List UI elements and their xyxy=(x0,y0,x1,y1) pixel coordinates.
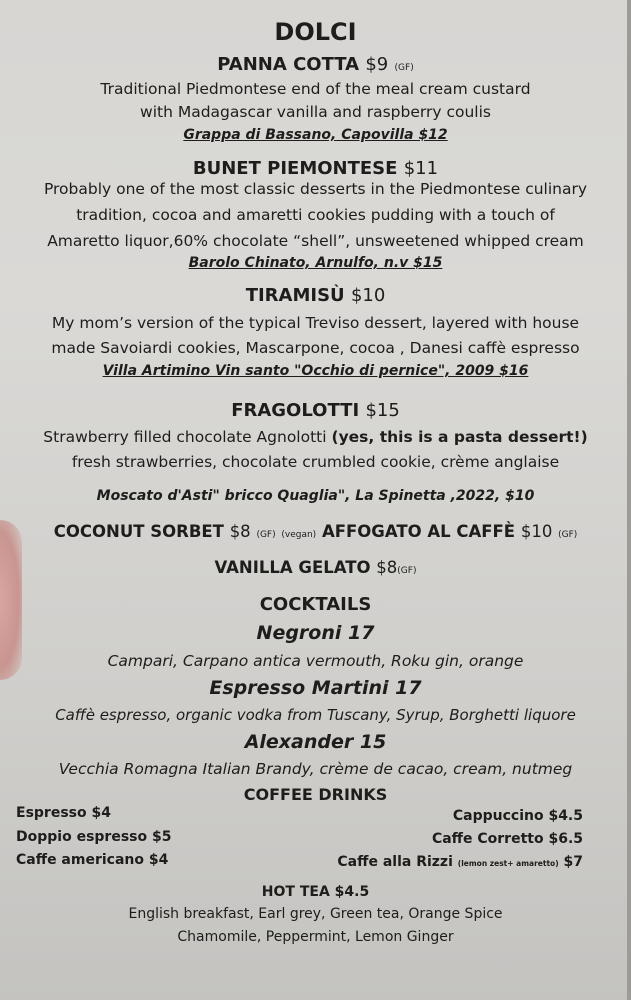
item-price: $11 xyxy=(403,158,439,179)
item-description: My mom’s version of the typical Treviso dessert, layered with house xyxy=(51,314,580,332)
wine-pairing: Moscato d'Asti" bricco Quaglia", La Spinetta ,2022, $10 xyxy=(96,488,535,504)
item-price: $9 xyxy=(365,54,389,75)
item-description: fresh strawberries, chocolate crumbled cookie, crème anglaise xyxy=(71,453,560,471)
vegan-tag: (vegan) xyxy=(281,530,317,540)
pasta-note: (yes, this is a pasta dessert!) xyxy=(331,428,588,446)
cocktail-name: Espresso Martini 17 xyxy=(209,677,422,699)
item-description: with Madagascar vanilla and raspberry coulis xyxy=(140,103,491,121)
coffee-item: Caffe americano $4 xyxy=(16,852,169,868)
item-price: $10 xyxy=(350,285,386,306)
item-description: tradition, cocoa and amaretti cookies pudding with a touch of xyxy=(76,206,555,224)
section-title-dolci: DOLCI xyxy=(274,18,357,46)
section-title-coffee: COFFEE DRINKS xyxy=(243,785,388,804)
gf-tag: (GF) xyxy=(256,530,276,540)
cocktail-name: Negroni 17 xyxy=(256,622,375,644)
item-fragolotti xyxy=(0,400,631,421)
item-price: $15 xyxy=(365,400,400,421)
item-description: Probably one of the most classic desserts in the Piedmontese culinary xyxy=(43,180,588,198)
coffee-rizzi-price: $7 xyxy=(563,854,583,870)
sorbet-price: $8 xyxy=(229,522,251,541)
item-panna-cotta xyxy=(0,54,631,75)
item-description: made Savoiardi cookies, Mascarpone, cocoa , Danesi caffè espresso xyxy=(51,339,580,357)
item-vanilla-gelato xyxy=(0,558,631,577)
affogato-price: $10 xyxy=(520,522,553,541)
gf-tag: (GF) xyxy=(397,566,417,576)
tea-list: Chamomile, Peppermint, Lemon Ginger xyxy=(177,929,454,945)
item-name: TIRAMISÙ xyxy=(245,285,345,306)
coffee-item: Cappuccino $4.5 xyxy=(452,808,583,824)
cocktail-description: Vecchia Romagna Italian Brandy, crème de cacao, cream, nutmeg xyxy=(58,760,573,778)
coffee-item: Caffe Corretto $6.5 xyxy=(431,831,583,847)
coffee-rizzi-note: (lemon zest+ amaretto) xyxy=(457,859,559,868)
sorbet-name: COCONUT SORBET xyxy=(53,522,224,541)
cocktail-description: Campari, Carpano antica vermouth, Roku gin, orange xyxy=(107,652,524,670)
item-name: VANILLA GELATO xyxy=(214,558,371,577)
coffee-rizzi-name: Caffe alla Rizzi xyxy=(337,854,453,870)
section-title-cocktails: COCKTAILS xyxy=(259,594,372,615)
item-description xyxy=(0,428,631,446)
tea-list: English breakfast, Earl grey, Green tea, Orange Spice xyxy=(128,906,503,922)
item-description: Amaretto liquor,60% chocolate “shell”, unsweetened whipped cream xyxy=(47,232,584,250)
sorbet-affogato-row xyxy=(0,522,631,541)
gf-tag: (GF) xyxy=(394,63,414,73)
description-text: Strawberry filled chocolate Agnolotti xyxy=(43,428,332,446)
item-bunet xyxy=(0,158,631,179)
wine-pairing: Grappa di Bassano, Capovilla $12 xyxy=(183,127,448,143)
affogato-name: AFFOGATO AL CAFFÈ xyxy=(321,522,516,541)
cocktail-name: Alexander 15 xyxy=(244,731,387,753)
coffee-item: Espresso $4 xyxy=(16,805,111,821)
item-name: PANNA COTTA xyxy=(217,54,360,75)
coffee-item: Doppio espresso $5 xyxy=(16,829,172,845)
gf-tag: (GF) xyxy=(558,530,578,540)
item-tiramisu xyxy=(0,285,631,306)
cocktail-description: Caffè espresso, organic vodka from Tuscany, Syrup, Borghetti liquore xyxy=(55,706,576,724)
item-price: $8 xyxy=(376,558,398,577)
wine-pairing: Barolo Chinato, Arnulfo, n.v $15 xyxy=(188,255,443,271)
item-name: FRAGOLOTTI xyxy=(231,400,360,421)
section-title-tea: HOT TEA $4.5 xyxy=(261,884,370,900)
coffee-item-rizzi xyxy=(337,854,583,870)
wine-pairing: Villa Artimino Vin santo "Occhio di pernice", 2009 $16 xyxy=(102,363,529,379)
item-name: BUNET PIEMONTESE xyxy=(192,158,398,179)
item-description: Traditional Piedmontese end of the meal cream custard xyxy=(100,80,531,98)
